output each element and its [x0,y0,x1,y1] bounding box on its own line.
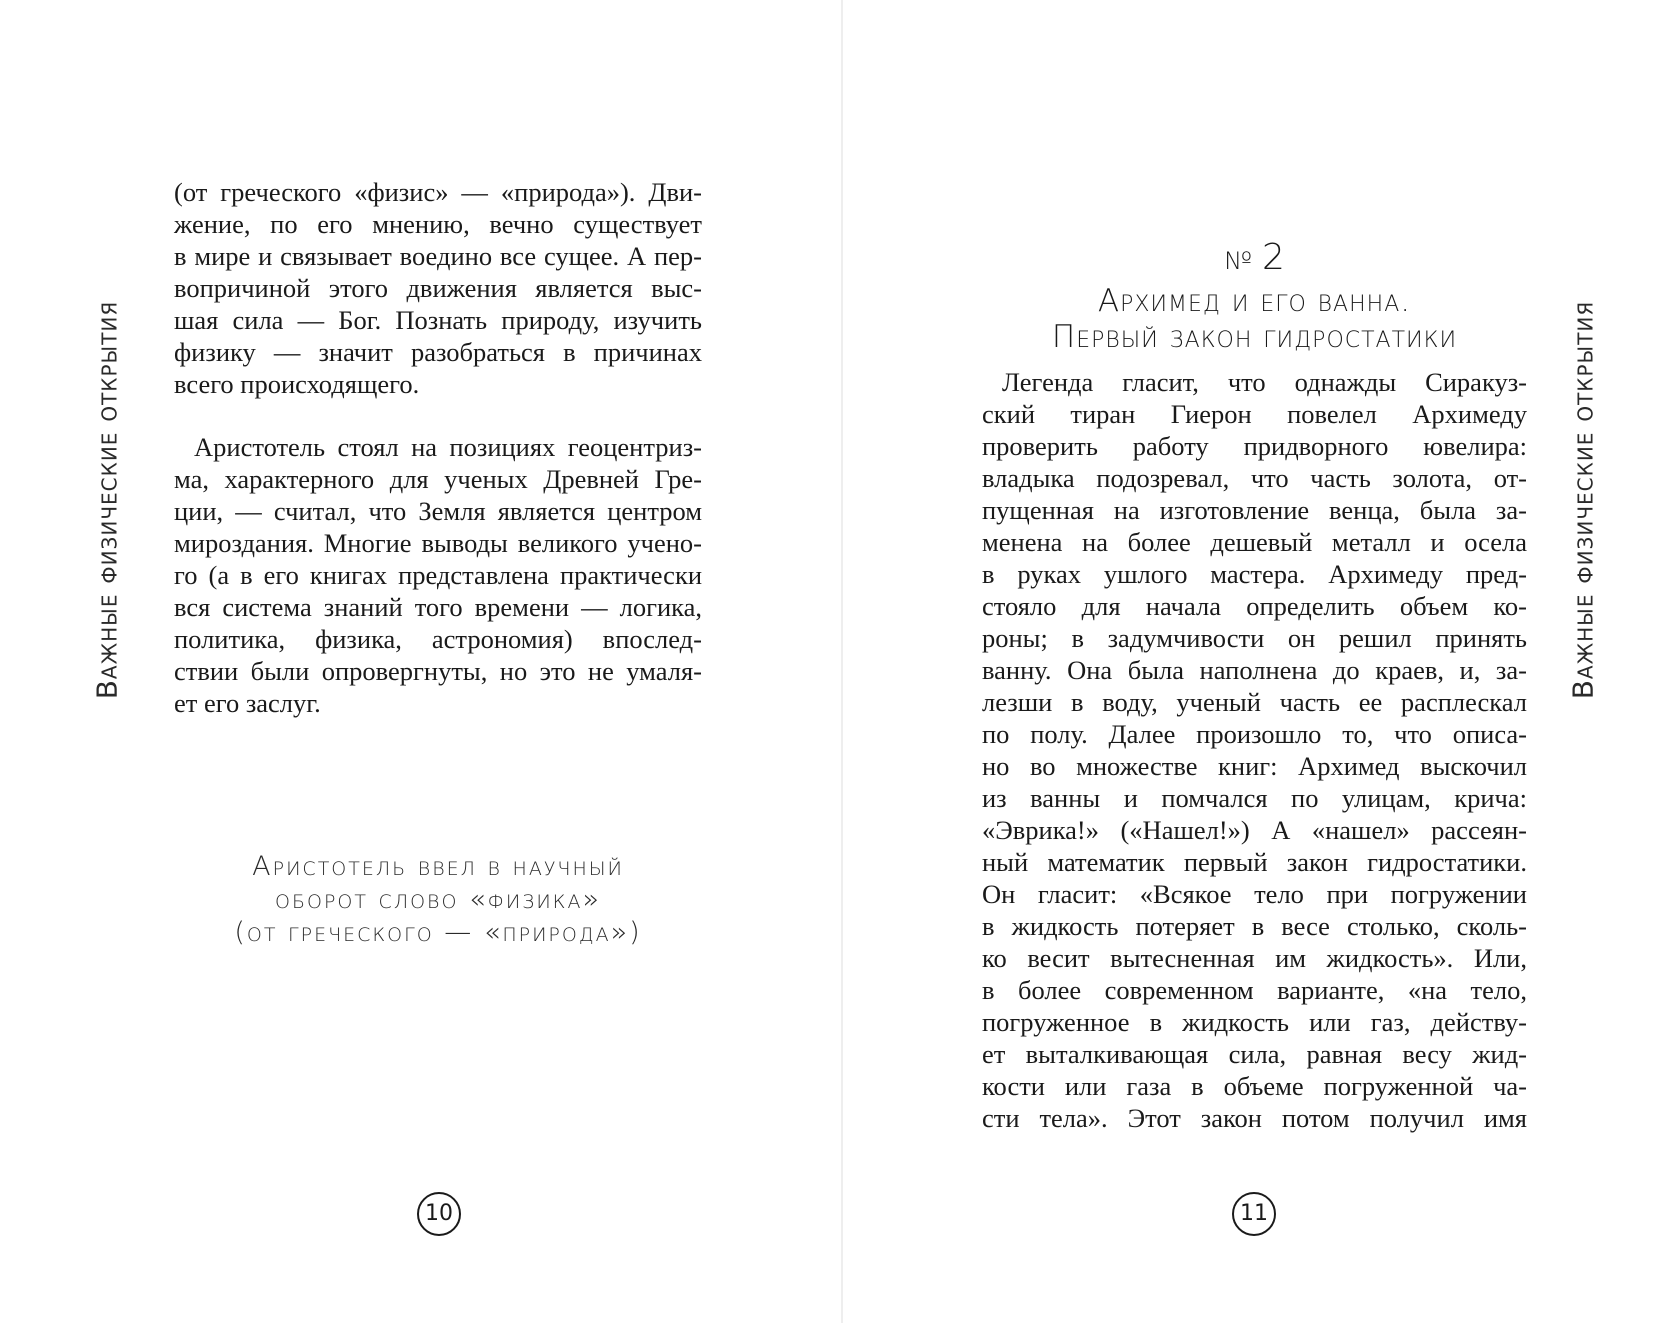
section-title-line: Архимед и его ванна. [1097,283,1412,319]
text-line: в руках ушлого мастера. Архимеду пред- [982,559,1527,589]
text-line: политика, физика, астрономия) впослед- [174,624,702,654]
text-line: в более современном варианте, «на тело, [982,975,1527,1005]
text-line: ма, характерного для ученых Древней Гре- [174,464,702,494]
text-line: владыка подозревал, что часть золота, от- [982,463,1527,493]
text-line: проверить работу придворного ювелира: [982,431,1527,461]
left-paragraph-2 [174,431,702,719]
number-sign: № [1224,247,1253,275]
text-line: погруженное в жидкость или газ, действу- [982,1007,1527,1037]
text-line: Он гласит: «Всякое тело при погружении [982,879,1527,909]
text-line: ный математик первый закон гидростатики. [982,847,1527,877]
section-title-line: Первый закон гидростатики [1051,319,1458,355]
text-line: пущенная на изготовление венца, была за- [982,495,1527,525]
right-body-text [982,366,1527,1134]
text-line: всего происходящего. [174,369,420,399]
text-line: (от греческого «физис» — «природа»). Дви- [174,177,702,207]
text-line: стояло для начала определить объем ко- [982,591,1527,621]
text-line: шая сила — Бог. Познать природу, изучить [174,305,702,335]
right-running-head-text: Важные физические открытия [1566,300,1600,700]
text-line: сти тела». Этот закон потом получил имя [982,1103,1527,1133]
text-line: в жидкость потеряет в весе столько, сколь- [982,911,1527,941]
text-line: вся система знаний того времени — логика, [174,592,702,622]
left-running-head-text: Важные физические открытия [90,300,124,700]
left-body-text [174,176,702,719]
text-line: жение, по его мнению, вечно существует [174,209,702,239]
text-line: ет его заслуг. [174,688,321,718]
text-line: лезши в воду, ученый часть ее расплескал [982,687,1527,717]
right-page [843,0,1675,1323]
text-line: в мире и связывает воедино все сущее. А пер- [174,241,702,271]
text-line: ванну. Она была наполнена до краев, и, за- [982,655,1527,685]
pull-quote-line: Аристотель ввел в научный [252,851,624,882]
text-line: из ванны и помчался по улицам, крича: [982,783,1527,813]
text-line: кости или газа в объеме погруженной ча- [982,1071,1527,1101]
pull-quote-line: (от греческого — «природа») [234,917,642,948]
page-number-left: 10 [417,1192,461,1236]
text-line: менена на более дешевый металл и осела [982,527,1527,557]
section-heading [982,236,1527,355]
section-number-value: 2 [1262,237,1285,278]
text-line: роны; в задумчивости он решил принять [982,623,1527,653]
pull-quote [174,850,702,949]
text-line: мироздания. Многие выводы великого учено- [174,528,702,558]
text-line: ский тиран Гиерон повелел Архимеду [982,399,1527,429]
text-line: физику — значит разобраться в причинах [174,337,702,367]
text-line: но во множестве книг: Архимед выскочил [982,751,1527,781]
text-line: ции, — считал, что Земля является центром [174,496,702,526]
text-line: Аристотель стоял на позициях геоцентриз- [194,432,702,462]
pull-quote-line: оборот слово «физика» [275,884,601,915]
page-number-right: 11 [1232,1192,1276,1236]
text-line: Легенда гласит, что однажды Сиракуз- [1002,367,1527,397]
left-paragraph-1 [174,176,702,400]
text-line: ко весит вытесненная им жидкость». Или, [982,943,1527,973]
text-line: «Эврика!» («Нашел!») А «нашел» рассеян- [982,815,1527,845]
right-paragraph-1 [982,366,1527,1134]
text-line: вопричиной этого движения является выс- [174,273,702,303]
section-number [982,236,1527,283]
text-line: ствии были опровергнуты, но это не умаля- [174,656,702,686]
text-line: ет выталкивающая сила, равная весу жид- [982,1039,1527,1069]
text-line: по полу. Далее произошло то, что описа- [982,719,1527,749]
text-line: го (а в его книгах представлена практически [174,560,702,590]
